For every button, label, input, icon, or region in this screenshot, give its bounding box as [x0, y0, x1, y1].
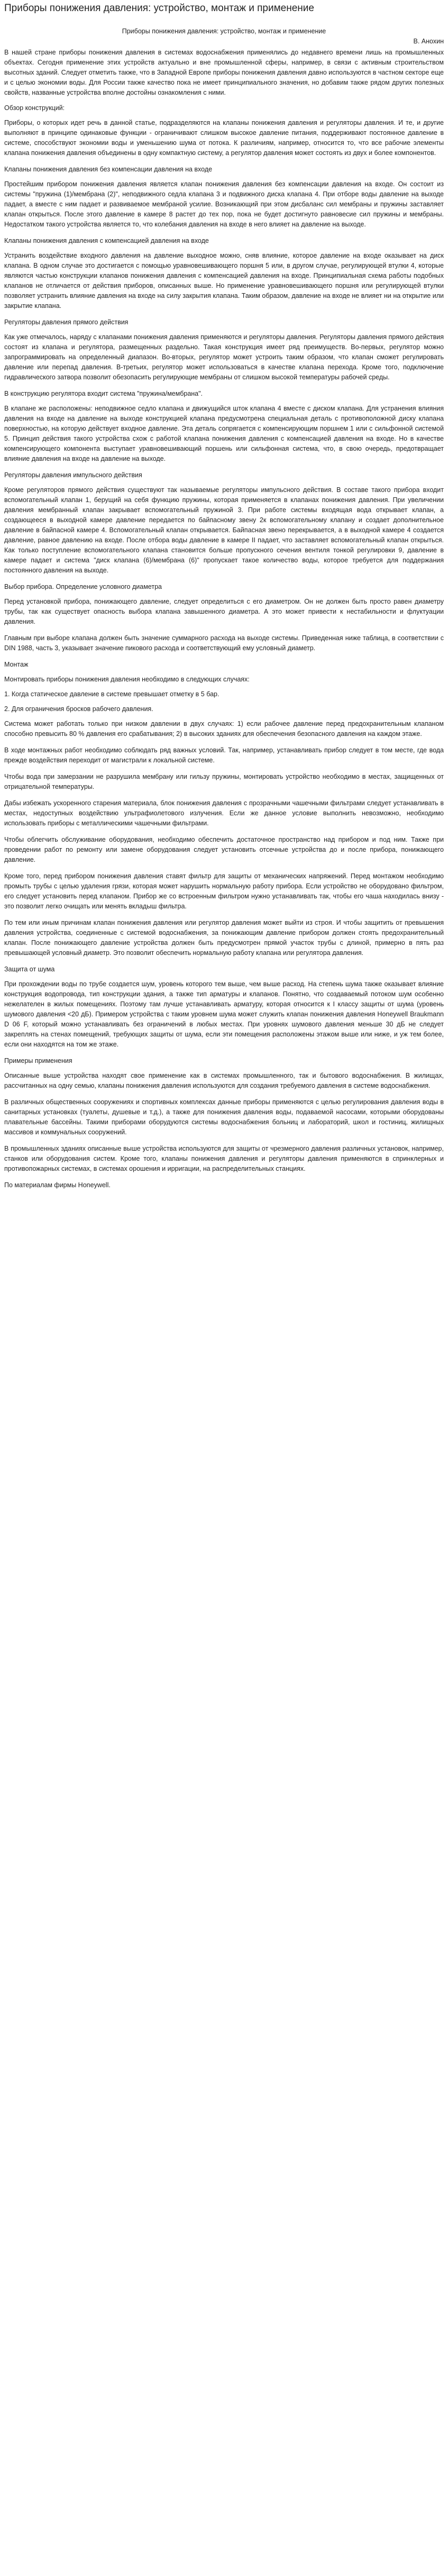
section-heading: Монтировать приборы понижения давления необходимо в следующих случаях:: [4, 676, 250, 683]
page-title: Приборы понижения давления: устройство, монтаж и применение: [4, 3, 314, 14]
section-heading: Регуляторы давления импульсного действия: [4, 471, 142, 479]
section-heading: По материалам фирмы Honeywell.: [4, 1181, 111, 1189]
section-heading: Клапаны понижения давления с компенсацией давления на входе: [4, 237, 209, 244]
article-subtitle: Приборы понижения давления: устройство, монтаж и применение: [122, 28, 326, 35]
paragraph: Приборы, о которых идет речь в данной статье, подразделяются на клапаны понижения давления и регуляторы давления. И те, и другие выполняют в принципе одинаковые функции - ограничивают слишком высокое давление питания, поддерживают постоянное давление в системе, способствуют экономии воды и уменьшению шума от потока. К различиям, например, относится то, что все рабочие элементы клапана понижения давления объединены в одну компактную систему, а регулятор давления может состоять из двух и более компонентов.: [4, 119, 444, 157]
article-body: [4, 48, 444, 1190]
paragraph: Кроме регуляторов прямого действия существуют так называемые регуляторы импульсного действия. В составе такого прибора входит вспомогательный клапан 1, берущий на себя функцию пружины, которая применяется в клапанах понижения давления. При увеличении давления мембранный клапан закрывает вспомогательный пружиной 3. При работе системы входящая вода открывает клапан, а создающееся в выходной камере давление передается по байпасному звену 2к вспомогательному клапану и создает дополнительное давление в байпасной камере 4. Вспомогательный клапан открывается. Байпасная звено перекрывается, а в выходной камере 4 создается давление, равное давлению на входе. После отбора воды давление в камере II падает, что заставляет вспомогательный клапан открыться. Как только поступление вспомогательного клапана становится больше пропускного сечения вентиля тонкой регулировки 9, давление в камере падает и система "диск клапана (6)/мембрана (6)" пропускает такое количество воды, которое требуется для поддержания постоянного давления на выходе.: [4, 486, 444, 574]
section-heading: 2. Для ограничения бросков рабочего давления.: [4, 705, 153, 713]
paragraph: В нашей стране приборы понижения давления в системах водоснабжения применялись до недавнего времени лишь на промышленных объектах. Сегодня применение этих устройств актуально и вне промышленной сферы, например, в связи с активным строительством высотных зданий. Следует отметить также, что в Западной Европе приборы понижения давления давно используются в частном секторе еще и с целью экономии воды. Для России также качество пока не имеет принципиального значения, но добавим также рядом других полезных свойств, названные устройства вполне достойны ознакомления с ними.: [4, 49, 444, 96]
article: [0, 0, 448, 1190]
paragraph: Дабы избежать ускоренного старения материала, блок понижения давления с прозрачными чашечными фильтрами следует устанавливать в местах, недоступных воздействию ультрафиолетового излучения. Если же данное условие выполнить невозможно, необходимо использовать приборы с металлическими чашечными фильтрами.: [4, 799, 444, 827]
paragraph: Чтобы облегчить обслуживание оборудования, необходимо обеспечить достаточное пространство над прибором и под ним. Также при проведении работ по ремонту или замене оборудования следует установить отсечные устройства до и после прибора, понижающего давление.: [4, 836, 444, 863]
section-heading: Клапаны понижения давления без компенсации давления на входе: [4, 166, 213, 173]
section-heading: Примеры применения: [4, 1057, 72, 1064]
paragraph: В ходе монтажных работ необходимо соблюдать ряд важных условий. Так, например, устанавливать прибор следует в том месте, где вода прежде воздействия переходит от магистрали к локальной системе.: [4, 747, 444, 764]
paragraph: В различных общественных сооружениях и спортивных комплексах данные приборы применяются с целью регулирования давления воды в санитарных установках (туалеты, душевые и т.д.), а также для понижения давления воды, подаваемой насосами, которыми оборудованы плавательные бассейны. Такими приборами оборудуются системы водоснабжения больниц и лабораторий, школ и гостиниц, жилищных массивов и коммунальных сооружений.: [4, 1098, 444, 1136]
section-heading: Защита от шума: [4, 966, 55, 973]
paragraph: При прохождении воды по трубе создается шум, уровень которого тем выше, чем выше расход. На степень шума также оказывает влияние конструкция водопровода, тип конструкции здания, а также тип арматуры и клапанов. Понятно, что создаваемый потоком шум особенно нежелателен в жилых помещениях. Поэтому там лучше устанавливать арматуру, которая относится к I классу защиты от шума (уровень шумового давления <20 дБ). Примером устройства с таким уровнем шума может служить клапан понижения давления Honeywell Braukmann D 06 F, который можно устанавливать без ограничений в любых местах. При уровнях шумового давления меньше 30 дБ не следует закреплять на стенах помещений, требующих защиты от шума, если эти помещения расположены этажом выше или ниже, и уж тем более, если они находятся на том же этаже.: [4, 980, 444, 1048]
section-heading: Регуляторы давления прямого действия: [4, 318, 129, 326]
paragraph: По тем или иным причинам клапан понижения давления или регулятор давления может выйти из строя. И чтобы защитить от превышения давления устройства, соединенные с системой водоснабжения, за понижающим давление прибором должен стоять предохранительный клапан. После понижающего давление устройства должен быть предусмотрен прямой участок трубы с длиной, примерно в пять раз превышающей условный диаметр. Это позволит обеспечить нормальную работу клапана или регулятора давления.: [4, 919, 444, 957]
article-author: В. Анохин: [413, 38, 444, 45]
paragraph: Простейшим прибором понижения давления является клапан понижения давления без компенсации давления на входе. Он состоит из системы "пружина (1)/мембрана (2)", неподвижного седла клапана 3 и подвижного диска клапана 4. При отборе воды давление на выходе падает, а вместе с ним падает и развиваемое мембраной усилие. Возникающий при этом дисбаланс сил мембраны и пружины заставляет клапан открыться. После этого давление в камере 8 растет до тех пор, пока не будет достигнуто равновесие сил пружины и мембраны. Недостатком такого устройства является то, что колебания давления на входе в него влияет на давление на выходе.: [4, 180, 444, 228]
paragraph: Кроме того, перед прибором понижения давления ставят фильтр для защиты от механических напряжений. Перед монтажом необходимо промыть трубы с целью удаления грязи, которая может нарушить нормальную работу прибора. Если устройство не оборудовано фильтром, его следует установить перед клапаном. Прибор же со встроенным фильтром нужно устанавливать так, чтобы его чаша находилась внизу - это позволит легко очищать или менять вкладыш фильтра.: [4, 872, 444, 910]
paragraph: Устранить воздействие входного давления на давление выходное можно, сняв влияние, которое давление на входе оказывает на диск клапана. В одном случае это достигается с помощью уравновешивающего поршня 5 или, в другом случае, регулирующей втулки 4, которые являются частью конструкции клапанов понижения давления с компенсацией давления на входе. Принципиальная схема работы подобных клапанов не отличается от действия приборов, описанных выше. Но применение уравновешивающего поршня или регулирующей втулки позволяет устранить влияние давления на входе на силу закрытия клапана. Таким образом, давление на входе не влияет ни на открытие или закрытие клапана.: [4, 252, 444, 310]
paragraph: Главным при выборе клапана должен быть значение суммарного расхода на выходе системы. Приведенная ниже таблица, в соответствии с DIN 1988, часть 3, указывает значение пикового расхода и соответствующий ему условный диаметр.: [4, 634, 444, 652]
paragraph: В промышленных зданиях описанные выше устройства используются для защиты от чрезмерного давления различных установок, например, станков или оборудования систем. Кроме того, клапаны понижения давления и регуляторы давления применяются в спринклерных и противопожарных системах, в системах орошения и ирригации, на распределительных станциях.: [4, 1145, 444, 1172]
section-heading: Обзор конструкций:: [4, 104, 65, 112]
paragraph: В клапане же расположены: неподвижное седло клапана и движущийся шток клапана 4 вместе с диском клапана. Для устранения влияния давления на входе на давление на выходе конструкцией клапана предусмотрена специальная деталь с противоположной диску клапана поверхностью, на которую действует входное давление. Эта деталь сопрягается с компенсирующим поршнем 1 или с сильфонной системой 5. Принцип действия такого устройства схож с работой клапана понижения давления с компенсацией давления на входе. Но в качестве компенсирующего компонента выступает уравновешивающий поршень или сильфонная система, что, в свою очередь, предотвращает влияние давления на входе на давление на выходе.: [4, 405, 444, 462]
section-heading: Монтаж: [4, 661, 29, 668]
section-heading: Выбор прибора. Определение условного диаметра: [4, 583, 162, 590]
section-heading: 1. Когда статическое давление в системе превышает отметку в 5 бар.: [4, 690, 220, 698]
paragraph: Описанные выше устройства находят свое применение как в системах промышленного, так и бытового водоснабжения. В жилищах, рассчитанных на одну семью, клапаны понижения давления используются для создания требуемого давления в системе водоснабжения.: [4, 1072, 444, 1089]
paragraph: Система может работать только при низком давлении в двух случаях: 1) если рабочее давление перед предохранительным клапаном способно превысить 80 % давления его срабатывания; 2) в высоких зданиях для обеспечения безопасного давления на каждом этаже.: [4, 720, 444, 738]
paragraph: Как уже отмечалось, наряду с клапанами понижения давления применяются и регуляторы давления. Регуляторы давления прямого действия состоят из клапана и регулятора, размещенных раздельно. Такая конструкция имеет ряд преимуществ. Во-первых, регулятор можно запрограммировать на определенный диапазон. Во-вторых, регулятор может устроить таким образом, что клапан сможет регулировать давление или перепад давления. В-третьих, регулятор может использоваться в качестве клапана перехода. Кроме того, подключение гидравлического затвора позволит обезопасить регулирующие мембраны от слишком высокой температуры рабочей среды.: [4, 333, 444, 381]
section-heading: В конструкцию регулятора входит система "пружина/мембрана".: [4, 390, 203, 397]
paragraph: Чтобы вода при замерзании не разрушила мембрану или гильзу пружины, монтировать устройство необходимо в местах, защищенных от отрицательной температуры.: [4, 773, 444, 790]
paragraph: Перед установкой прибора, понижающего давление, следует определиться с его диаметром. Он не должен быть просто равен диаметру трубы, так как существует опасность выбора клапана завышенного диаметра. А это может привести к нестабильности и флуктуации давления.: [4, 598, 444, 625]
